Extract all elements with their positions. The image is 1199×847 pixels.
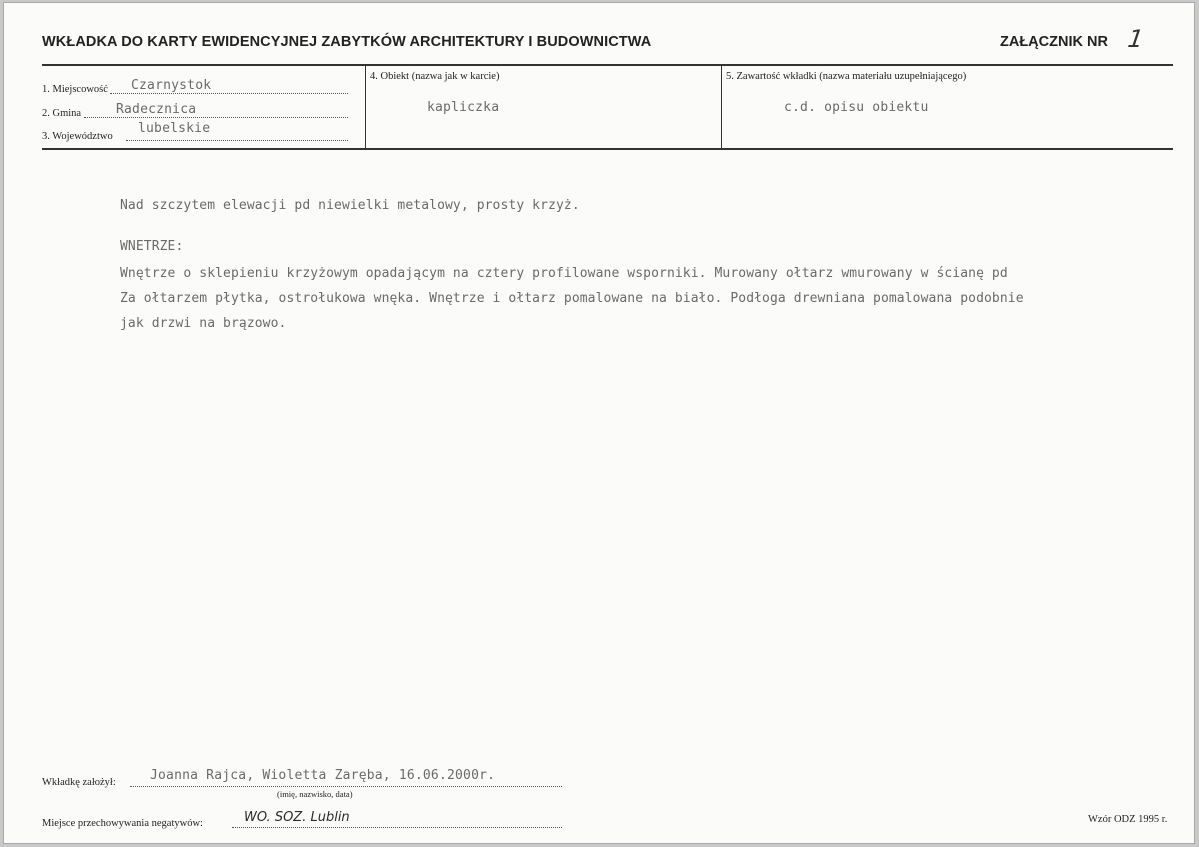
town-dots — [110, 93, 348, 94]
author-hint: (imię, nazwisko, data) — [277, 789, 353, 799]
voivodeship-dots — [126, 140, 348, 141]
interior-heading: WNETRZE: — [120, 239, 184, 254]
content-label: 5. Zawartość wkładki (nazwa materiału uzupełniającego) — [726, 71, 967, 82]
description-line: Za ołtarzem płytka, ostrołukowa wnęka. Wnętrze i ołtarz pomalowane na biało. Podłoga drewniana pomalowana podobnie — [120, 291, 1024, 306]
description-body — [120, 193, 1120, 336]
voivodeship-label: 3. Województwo — [42, 131, 113, 142]
form-title: WKŁADKA DO KARTY EWIDENCYJNEJ ZABYTKÓW ARCHITEKTURY I BUDOWNICTWA — [42, 34, 652, 50]
author-label: Wkładkę założył: — [42, 777, 116, 788]
form-code: Wzór ODZ 1995 r. — [1088, 814, 1168, 825]
description-line: jak drzwi na brązowo. — [120, 316, 287, 331]
record-card — [3, 2, 1195, 844]
content-value: c.d. opisu obiektu — [784, 100, 929, 115]
column-divider-2 — [721, 65, 722, 149]
author-value: Joanna Rajca, Wioletta Zaręba, 16.06.2000r. — [150, 768, 496, 783]
commune-value: Radecznica — [116, 102, 197, 117]
negatives-value: WO. SOZ. Lublin — [244, 810, 350, 825]
header-rule-bottom — [42, 148, 1173, 150]
object-label: 4. Obiekt (nazwa jak w karcie) — [370, 71, 500, 82]
commune-dots — [84, 117, 348, 118]
column-divider-1 — [365, 65, 366, 149]
author-dots — [130, 786, 562, 787]
annex-label: ZAŁĄCZNIK NR — [1000, 34, 1108, 50]
voivodeship-value: lubelskie — [138, 121, 211, 136]
commune-label: 2. Gmina — [42, 108, 82, 119]
header-rule-top — [42, 64, 1173, 66]
object-value: kapliczka — [427, 100, 500, 115]
description-line: Wnętrze o sklepieniu krzyżowym opadającym na cztery profilowane wsporniki. Murowany ołtarz wmurowany w ścianę pd — [120, 266, 1008, 281]
description-paragraph: Nad szczytem elewacji pd niewielki metalowy, prosty krzyż. — [120, 198, 580, 213]
negatives-label: Miejsce przechowywania negatywów: — [42, 818, 203, 829]
town-value: Czarnystok — [131, 78, 212, 93]
annex-number-handwritten: 1 — [1126, 25, 1146, 53]
negatives-dots — [232, 827, 562, 828]
town-label: 1. Miejscowość — [42, 84, 108, 95]
